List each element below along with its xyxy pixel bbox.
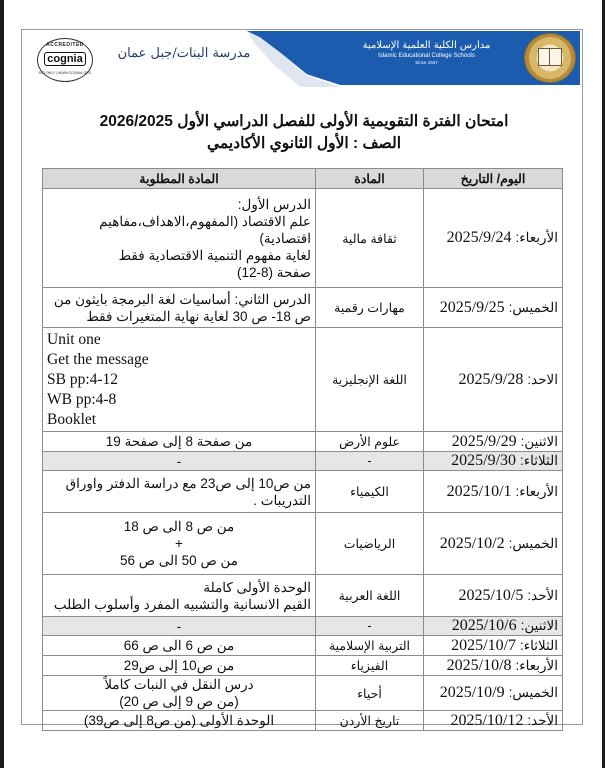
day-name: الأربعاء: [515,483,558,499]
school-logo-text [334,40,519,66]
table-row [43,636,563,656]
material-cell [43,432,316,452]
material-line: ص 18- ص 30 لغاية نهاية المتغيرات فقط [86,308,311,324]
day-name: الخميس: [508,685,558,700]
cognia-accreditation-logo [37,38,93,82]
exam-date: 2025/10/1 [446,482,512,500]
material-line: الدرس الأول: [237,196,311,212]
date-cell [424,471,563,513]
day-name: الأربعاء: [515,657,558,673]
material-cell [43,452,316,471]
material-cell [43,471,316,513]
header-subject: المادة [316,169,424,189]
day-name: الاحد: [527,371,558,387]
table-row [43,189,563,288]
material-line: WB pp:4-8 [47,390,117,408]
material-line: - [176,618,182,634]
day-name: الثلاثاء: [520,637,558,653]
document-title [44,111,564,155]
material-cell [43,189,316,288]
subject-cell: الرياضيات [316,513,424,575]
day-name: الأربعاء: [515,230,558,245]
subject-cell: الكيمياء [316,471,424,513]
subject-cell: اللغة العربية [316,575,424,617]
cognia-brand: cognia [38,53,92,65]
table-row [43,617,563,636]
accredited-label: ACCREDITED [46,42,84,48]
day-name: الخميس: [508,535,558,551]
day-name: الأحد: [527,587,558,603]
table-row [43,328,563,432]
material-line: من ص 50 الى ص 56 [119,553,239,568]
subject-cell: - [316,452,424,471]
material-cell [43,656,316,676]
exam-date: 2025/10/12 [450,711,524,729]
material-cell [43,288,316,328]
exam-date: 2025/10/5 [458,586,524,604]
material-line: الدرس الثاني: أساسيات لغة البرمجة بايثون من [53,291,311,307]
material-line: Get the message [47,350,149,368]
material-line: (من ص 9 إلى ص 20) [119,694,239,709]
date-cell [424,328,563,432]
material-line: القيم الانسانية والتشبيه المفرد وأسلوب الطلب [53,596,311,612]
material-line: من ص10 إلى ص29 [123,658,235,673]
day-name: الأحد: [527,712,558,728]
cognia-subtext: RIO ONLY | WWW.COGNIA.ORG [38,71,92,75]
material-cell [43,676,316,711]
material-line: من ص 6 الى ص 66 [123,638,235,653]
day-name: الخميس: [508,299,558,315]
exam-date: 2025/10/7 [451,636,517,654]
table-row [43,676,563,711]
exam-date: 2025/10/8 [446,656,512,674]
exam-title: امتحان الفترة التقويمية الأولى للفصل الدراسي الأول 2026/2025 [99,113,509,130]
material-line: Unit one [47,330,101,348]
material-line: من صفحة 8 إلى صفحة 19 [105,434,253,449]
grade-title: الصف : الأول الثانوي الأكاديمي [206,135,402,152]
book-emblem-icon [524,33,576,83]
date-cell [424,636,563,656]
date-cell [424,432,563,452]
day-name: الاثنين: [520,618,558,633]
table-row [43,471,563,513]
material-cell [43,617,316,636]
material-line: علم الاقتصاد (المفهوم،الاهداف،مفاهيم اقتصادية) [99,213,311,246]
material-line: من ص 8 الى ص 18 [123,519,235,534]
table-header-row [43,169,563,189]
day-name: الاثنين: [520,433,558,449]
exam-date: 2025/9/28 [458,370,524,388]
subject-cell: مهارات رقمية [316,288,424,328]
material-line: + [175,536,183,551]
exam-date: 2025/9/25 [439,298,505,316]
material-line: SB pp:4-12 [47,370,119,388]
school-branch-name: مدرسة البنات/جبل عمان [117,46,251,61]
material-line: صفحة (8-12) [236,264,311,280]
table-row [43,432,563,452]
material-cell [43,711,316,731]
exam-date: 2025/10/2 [439,534,505,552]
table-row [43,656,563,676]
day-name: الثلاثاء: [520,453,558,468]
material-cell [43,328,316,432]
date-cell [424,676,563,711]
exam-date: 2025/9/29 [451,432,517,450]
date-cell [424,288,563,328]
material-line: الوحدة الأولى (من ص8 إلى ص39) [83,713,275,728]
exam-date: 2025/9/24 [446,229,512,246]
material-line: درس النقل في النبات كاملاً [104,677,254,692]
school-logo-arabic: مدارس الكلية العلمية الإسلامية [362,40,491,51]
table-row [43,288,563,328]
table-row [43,575,563,617]
material-line: Booklet [47,410,97,428]
exam-date: 2025/9/30 [451,452,517,469]
school-logo-english: Islamic Educational College Schools [378,53,475,59]
table-row [43,711,563,731]
subject-cell: - [316,617,424,636]
date-cell [424,711,563,731]
exam-schedule-table [42,168,563,731]
table-row [43,452,563,471]
table-row [43,513,563,575]
material-cell [43,575,316,617]
subject-cell: ثقافة مالية [316,189,424,288]
header-date: اليوم/ التاريخ [424,169,563,189]
subject-cell: علوم الأرض [316,432,424,452]
material-line: من ص10 إلى ص23 مع دراسة الدفتر واوراق [65,475,311,491]
material-line: التدريبات . [253,492,311,508]
subject-cell: اللغة الإنجليزية [316,328,424,432]
date-cell [424,575,563,617]
material-cell [43,513,316,575]
material-line: لغاية مفهوم التنمية الاقتصادية فقط [118,247,311,263]
date-cell [424,656,563,676]
subject-cell: تاريخ الأردن [316,711,424,731]
date-cell [424,513,563,575]
subject-cell: الفيزياء [316,656,424,676]
material-line: - [176,453,182,469]
open-book-icon [538,48,562,66]
date-cell [424,452,563,471]
material-cell [43,636,316,656]
school-logo-since: Since 1947 [415,60,438,65]
subject-cell: أحياء [316,676,424,711]
date-cell [424,617,563,636]
exam-date: 2025/10/9 [439,684,505,701]
material-line: الوحدة الأولى كاملة [203,579,311,595]
header-material: المادة المطلوبة [43,169,316,189]
date-cell [424,189,563,288]
subject-cell: التربية الإسلامية [316,636,424,656]
exam-date: 2025/10/6 [451,617,517,634]
